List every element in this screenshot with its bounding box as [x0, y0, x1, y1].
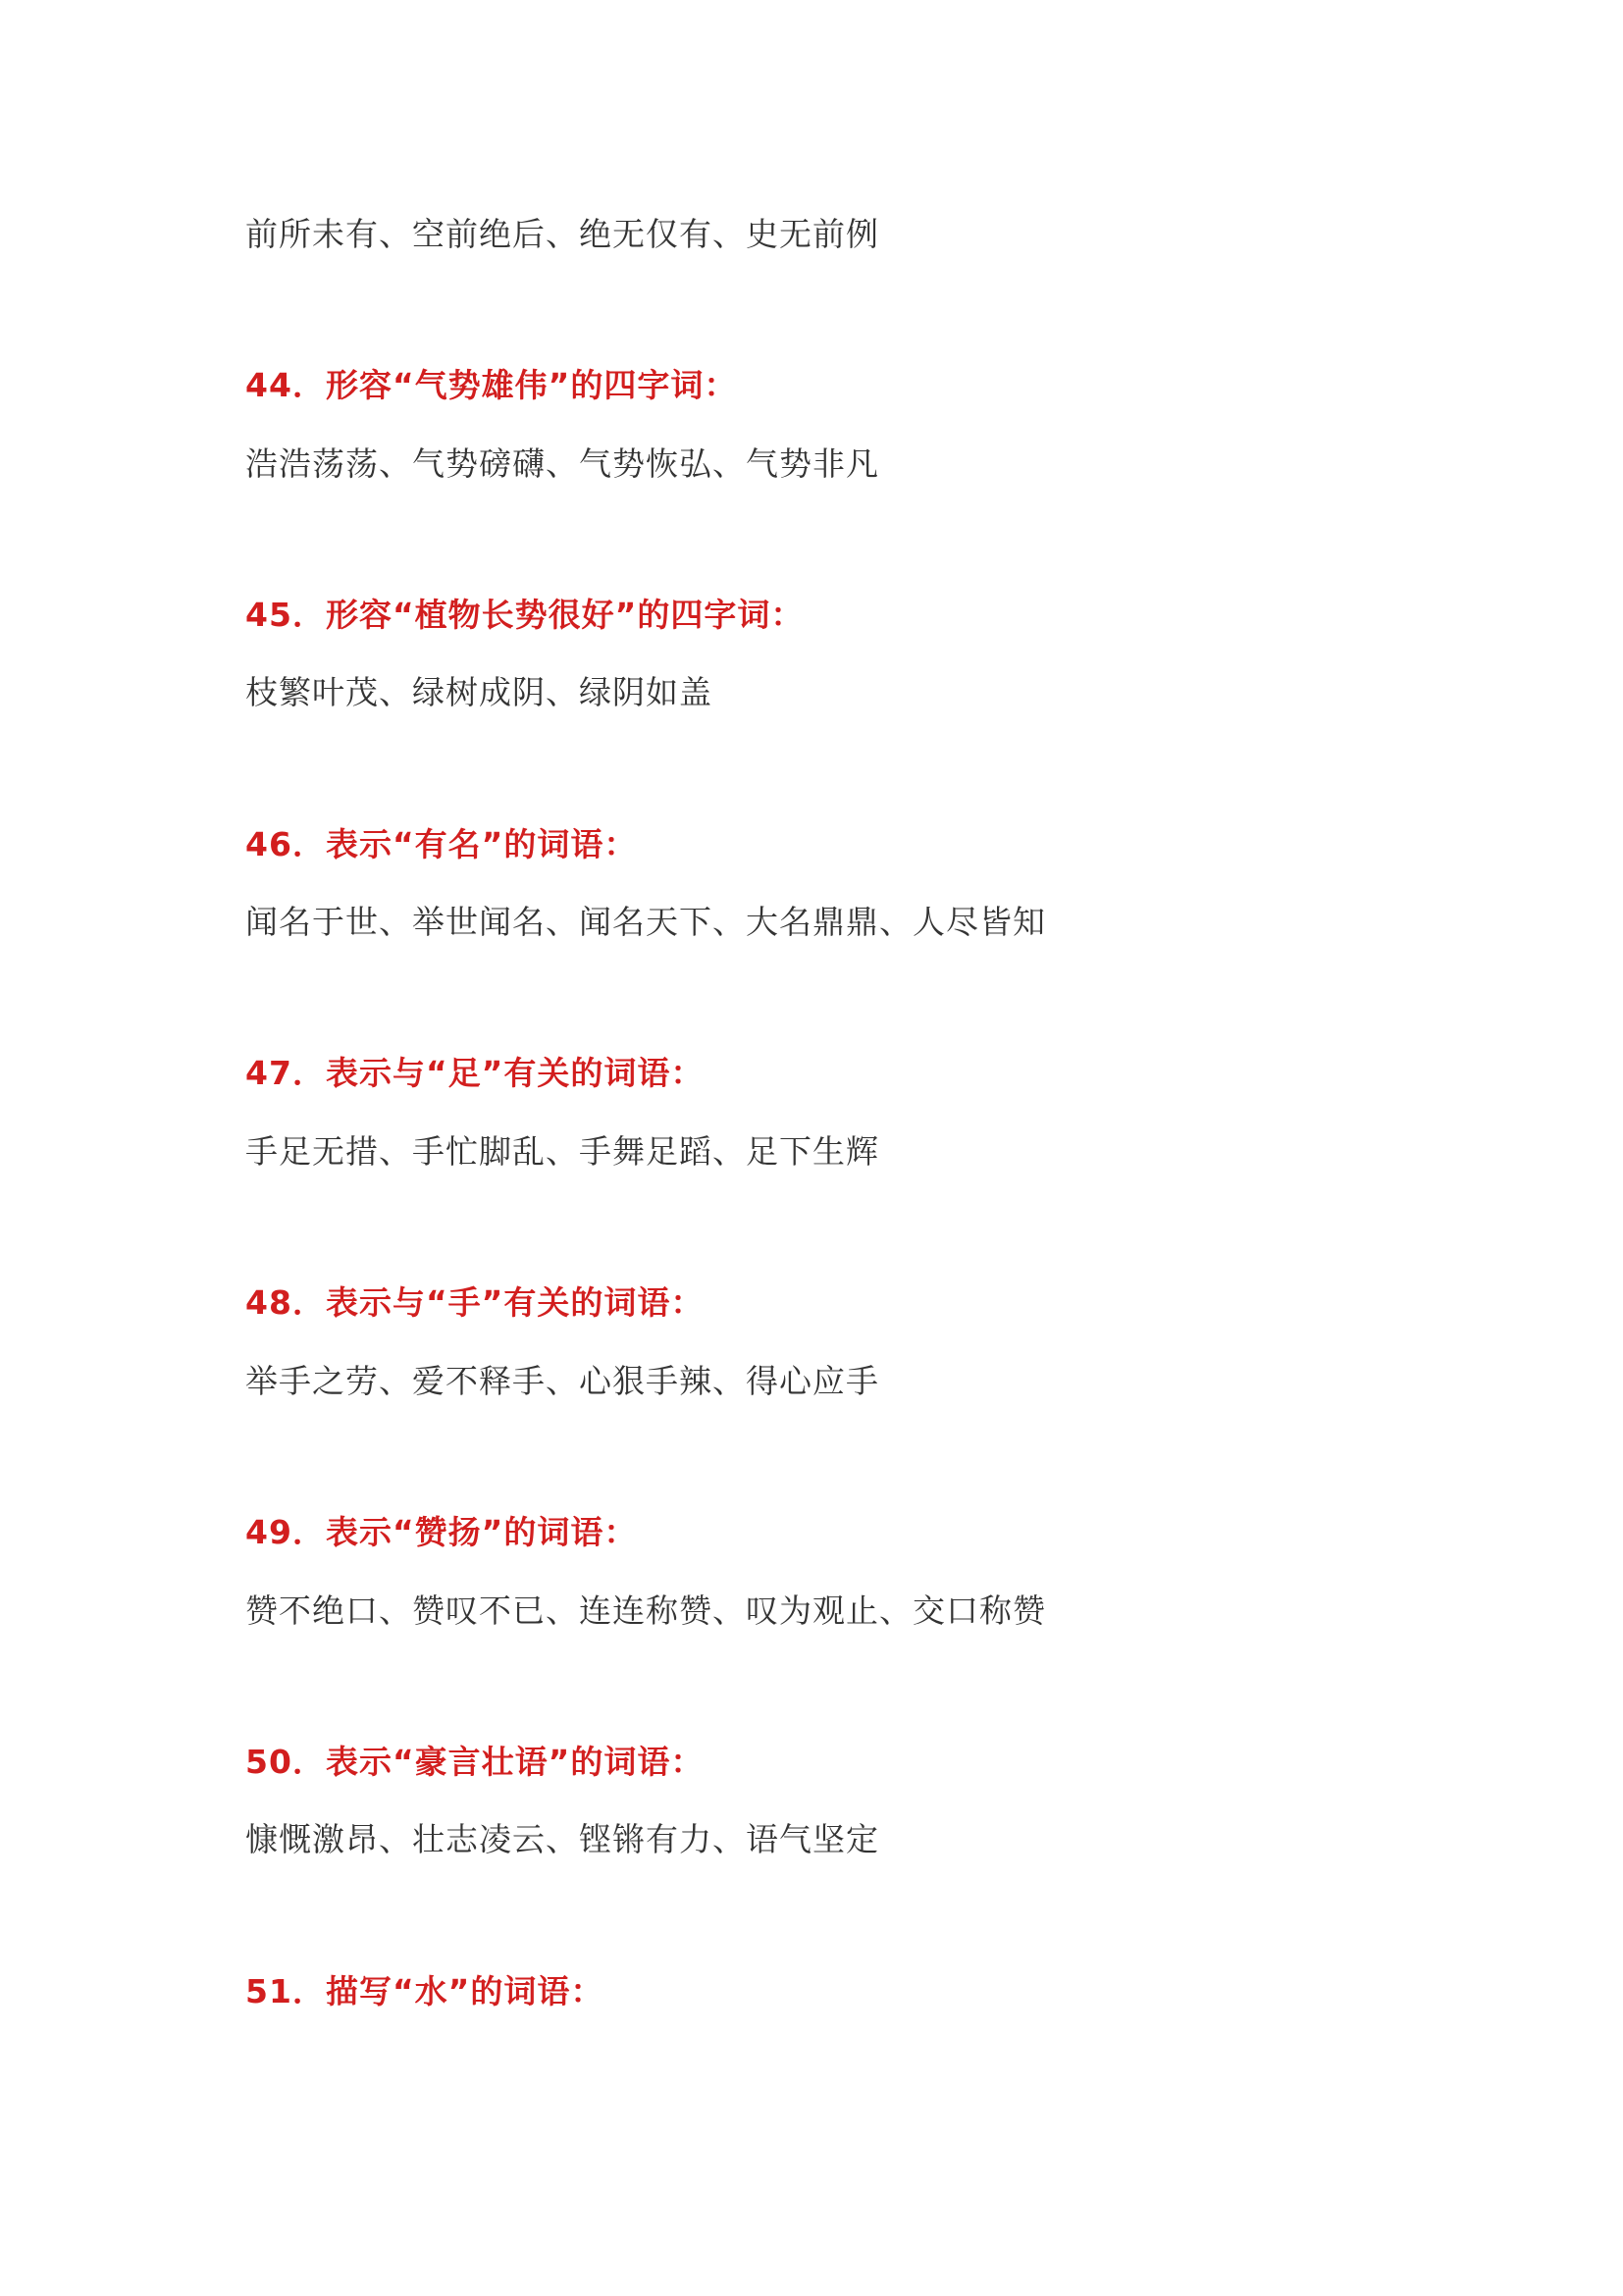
- section-number: 47: [245, 1054, 292, 1092]
- section-word-list-44: 浩浩荡荡、气势磅礴、气势恢弘、气势非凡: [245, 444, 879, 483]
- section-title: ．表示“有名”的词语：: [291, 825, 638, 863]
- section-word-list-45: 枝繁叶茂、绿树成阴、绿阴如盖: [245, 673, 712, 711]
- section-number: 51: [245, 1972, 292, 2010]
- section-heading-47: [245, 1054, 705, 1092]
- section-title: ．形容“植物长势很好”的四字词：: [291, 596, 805, 634]
- section-title: ．表示“豪言壮语”的词语：: [291, 1743, 705, 1781]
- intro-word-list: 前所未有、空前绝后、绝无仅有、史无前例: [245, 215, 879, 253]
- section-heading-46: [245, 825, 638, 863]
- section-number: 48: [245, 1283, 292, 1322]
- section-number: 44: [245, 366, 292, 404]
- section-heading-45: [245, 596, 805, 634]
- section-title: ．表示与“足”有关的词语：: [291, 1054, 705, 1092]
- section-title: ．描写“水”的词语：: [291, 1972, 604, 2010]
- section-heading-51: [245, 1972, 604, 2010]
- section-number: 46: [245, 825, 292, 863]
- section-heading-50: [245, 1743, 705, 1781]
- section-title: ．表示“赞扬”的词语：: [291, 1513, 638, 1551]
- section-word-list-49: 赞不绝口、赞叹不已、连连称赞、叹为观止、交口称赞: [245, 1592, 1046, 1630]
- section-heading-48: [245, 1283, 705, 1322]
- section-number: 49: [245, 1513, 292, 1551]
- section-title: ．形容“气势雄伟”的四字词：: [291, 366, 738, 404]
- section-word-list-46: 闻名于世、举世闻名、闻名天下、大名鼎鼎、人尽皆知: [245, 903, 1046, 941]
- section-number: 50: [245, 1743, 292, 1781]
- section-word-list-50: 慷慨激昂、壮志凌云、铿锵有力、语气坚定: [245, 1820, 879, 1858]
- section-title: ．表示与“手”有关的词语：: [291, 1283, 705, 1322]
- section-number: 45: [245, 596, 292, 634]
- section-heading-44: [245, 366, 738, 404]
- section-heading-49: [245, 1513, 638, 1551]
- section-word-list-48: 举手之劳、爱不释手、心狠手辣、得心应手: [245, 1362, 879, 1400]
- section-word-list-47: 手足无措、手忙脚乱、手舞足蹈、足下生辉: [245, 1132, 879, 1171]
